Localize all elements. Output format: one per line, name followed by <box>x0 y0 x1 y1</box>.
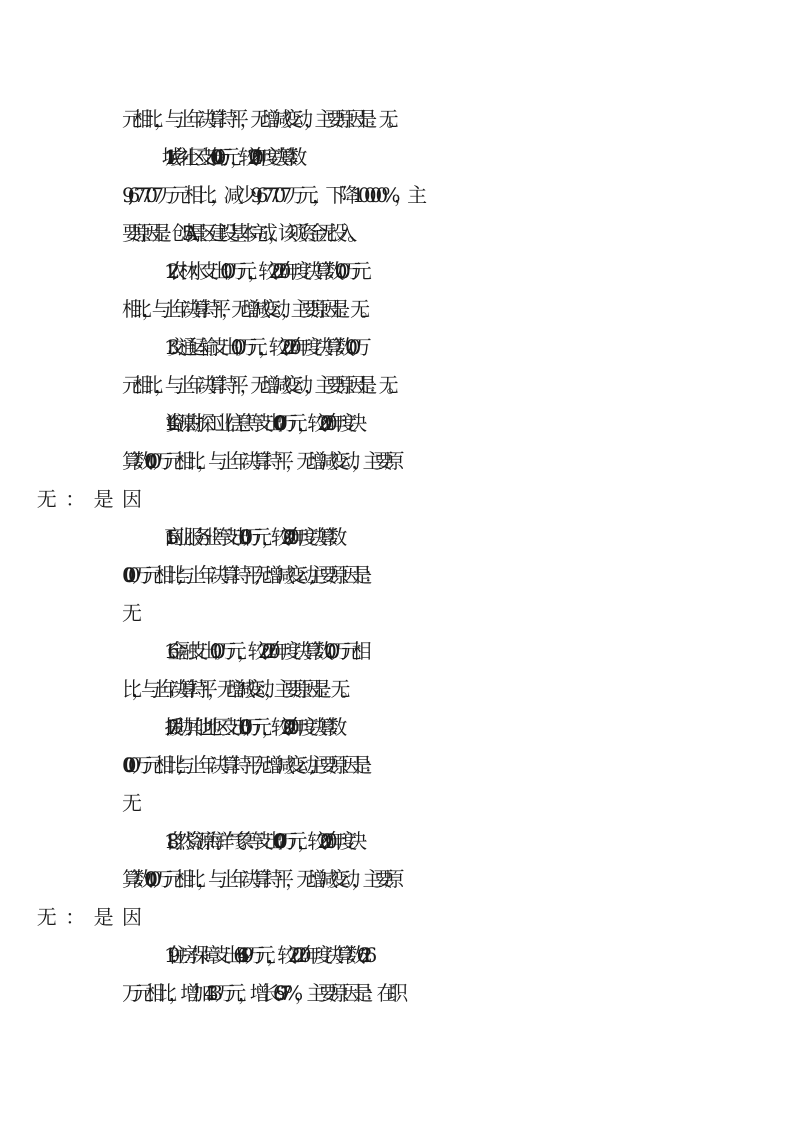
text-line: 19.住房保障支出66.49万元，较2020年度决算数62.16 <box>164 943 369 967</box>
text-line: 万元相比，增加4.33万元，增长6.97%，主要原因是：在职 <box>122 981 400 1005</box>
text-line: 0.00万元相比,与上年决算持平,无增减变动,主要原因是： <box>122 753 375 777</box>
text-line: 元相比，与上年决算持平，无增减变动，主要原因是：无 。 <box>122 373 398 397</box>
text-line: 0.00万元相比,与上年决算持平,无增减变动,主要原因是： <box>122 563 375 587</box>
text-line: 12.农林水支出0.00万元，较2020年度决算数0.00万元 <box>164 259 363 283</box>
text-line: 16.金融支出0.00万元，较2020年度决算数0.00万元相 <box>164 639 363 663</box>
text-line: 9,677.07万元相比，减少9,677.07万元，下降100.00%，主 <box>122 183 421 207</box>
text-line: 17.援助其他地区支出0.00万元，较2020年度决算数 <box>164 715 337 739</box>
text-line <box>122 601 800 625</box>
text-line: 算数0.00万元相比，与上年决算持平，无增减变动，主要原 <box>122 867 396 891</box>
text-line: 要原因是：创5A景区建设基本完成，该项资金无投入。 <box>122 221 358 245</box>
text-line <box>122 487 800 511</box>
text-line: 算数0.00万元相比，与上年决算持平，无增减变动，主要原 <box>122 449 396 473</box>
text-line: 元相比，与上年决算持平，无增减变动，主要原因是：无 。 <box>122 107 398 131</box>
text-line: 18.自然资源海洋气象等支出0.00万元，较2020年度决 <box>164 829 358 853</box>
text-line <box>122 905 800 929</box>
text-line: 14.资源勘探工业信息等支出0.00万元，较2020年度决 <box>164 411 358 435</box>
text-line: 相比，与上年决算持平，无增减变动，主要原因是：无。 <box>122 297 370 321</box>
text-line: 11.城乡社区支出0.00万元，较2020年度决算数 <box>164 145 296 169</box>
text-line: 比，与上年决算持平，无增减变动，主要原因是：无。 <box>122 677 350 701</box>
text-line <box>122 791 800 815</box>
text-line: 15.商业服务业等支出0.00万元，较2020年度决算数 <box>164 525 337 549</box>
text-line: 13.交通运输支出0.00万元，较2020年度决算数0.00万 <box>164 335 363 359</box>
